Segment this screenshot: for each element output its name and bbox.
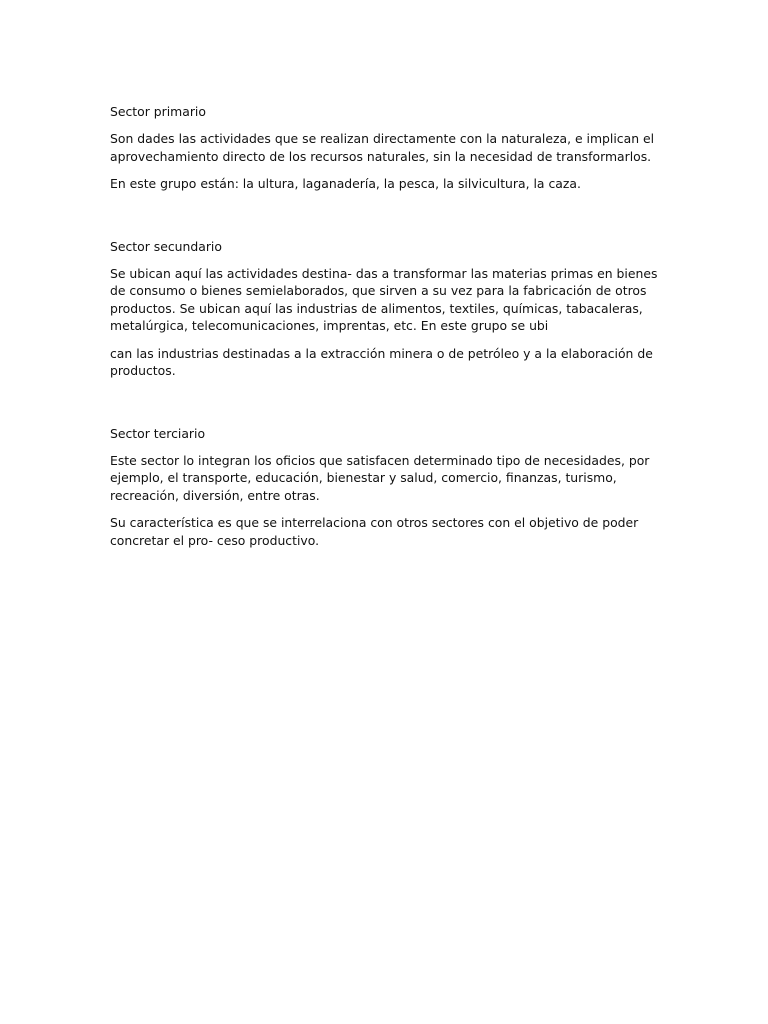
paragraph: Son dades las actividades que se realizan directamente con la naturaleza, e implican el aprovechamiento directo de los recursos naturales, sin la necesidad de transformarlos. [110, 131, 655, 164]
paragraph: can las industrias destinadas a la extracción minera o de petróleo y a la elaboración de productos. [110, 345, 653, 378]
section-sector-primario [110, 103, 662, 193]
section-sector-terciario [110, 425, 662, 550]
section-spacer [110, 203, 662, 238]
section-spacer [110, 390, 662, 425]
paragraph: Se ubican aquí las actividades destina- das a transformar las materias primas en bienes de consumo o bienes semielaborados, que sirven a su vez para la fabricación de otros productos. Se ubican aquí las industrias de alimentos, textiles, químicas, tabacaleras, metalúrgica, telecomunicaciones, imprentas, etc. En este grupo se ubi [110, 265, 658, 333]
paragraph: Este sector lo integran los oficios que satisfacen determinado tipo de necesidades, por ejemplo, el transporte, educación, bienestar y salud, comercio, finanzas, turismo, recreación, diversión, entre otras. [110, 452, 650, 503]
section-heading: Sector secundario [110, 238, 222, 254]
paragraph: Su característica es que se interrelaciona con otros sectores con el objetivo de poder concretar el pro- ceso productivo. [110, 515, 639, 548]
section-heading: Sector primario [110, 104, 206, 119]
section-sector-secundario [110, 238, 662, 380]
paragraph: En este grupo están: la ultura, laganadería, la pesca, la silvicultura, la caza. [110, 176, 581, 191]
section-heading: Sector terciario [110, 425, 206, 441]
document-page [110, 103, 662, 559]
